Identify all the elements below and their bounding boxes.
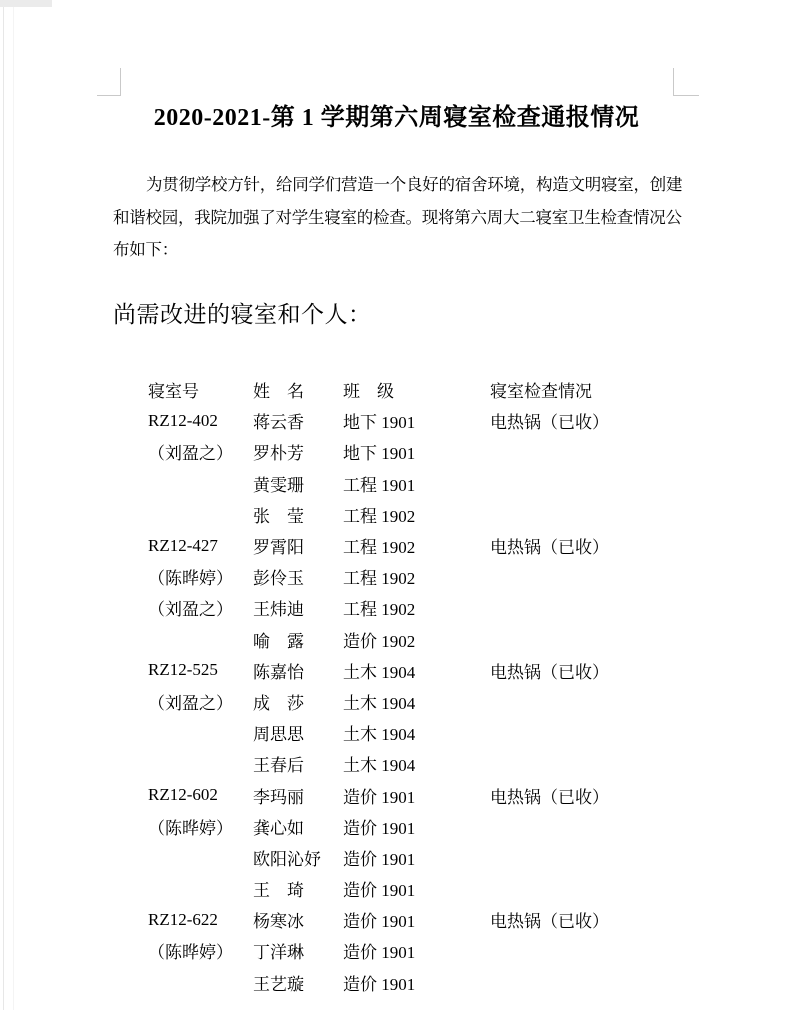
cell-class: 造价 1901 [343, 974, 416, 994]
cell-class: 造价 1901 [343, 912, 416, 932]
table-row [148, 530, 793, 561]
cell-student-name: 王春后 [253, 756, 304, 776]
cell-inspection-status: 电热锅（已收） [490, 787, 609, 807]
cell-student-name: 成 莎 [253, 693, 304, 713]
cell-class: 工程 1902 [343, 538, 416, 558]
cell-room-number: （刘盈之） [148, 444, 233, 464]
table-row [148, 935, 793, 966]
cell-room-number: RZ12-402 [148, 410, 218, 430]
cell-class: 造价 1901 [343, 849, 416, 869]
inspection-table-body [148, 405, 793, 998]
cell-room-number: RZ12-427 [148, 535, 218, 555]
corner-smudge [0, 0, 52, 7]
page-edge-line [3, 0, 4, 1010]
cell-student-name: 罗霄阳 [253, 538, 304, 558]
cell-room-number: （陈晔婷） [148, 569, 233, 589]
cell-room-number: （陈晔婷） [148, 943, 233, 963]
cell-class: 造价 1901 [343, 818, 416, 838]
cell-room-number: RZ12-622 [148, 909, 218, 929]
cell-student-name: 喻 露 [253, 631, 304, 651]
cell-student-name: 龚心如 [253, 818, 304, 838]
cell-student-name: 陈嘉怡 [253, 662, 304, 682]
cell-class: 工程 1902 [343, 600, 416, 620]
table-row [148, 592, 793, 623]
table-row [148, 405, 793, 436]
intro-line-2: 和谐校园，我院加强了对学生寝室的检查。现将第六周大二寝室卫生检查情况公 [113, 207, 682, 227]
cell-student-name: 杨寒冰 [253, 912, 304, 932]
table-row [148, 904, 793, 935]
document-title: 2020-2021-第 1 学期第六周寝室检查通报情况 [153, 105, 640, 131]
cell-class: 造价 1902 [343, 631, 416, 651]
cell-class: 土木 1904 [343, 693, 416, 713]
table-row [148, 842, 793, 873]
intro-line-1: 为贯彻学校方针，给同学们营造一个良好的宿舍环境，构造文明寝室，创建 [146, 175, 683, 194]
table-row [148, 811, 793, 842]
cell-class: 造价 1901 [343, 881, 416, 901]
cell-room-number: （陈晔婷） [148, 818, 233, 838]
cell-class: 造价 1901 [343, 787, 416, 807]
col-header-name: 姓 名 [253, 382, 304, 402]
table-row [148, 655, 793, 686]
cell-student-name: 罗朴芳 [253, 444, 304, 464]
cell-student-name: 张 莹 [253, 506, 304, 526]
cell-student-name: 王炜迪 [253, 600, 304, 620]
section-heading: 尚需改进的寝室和个人： [113, 302, 372, 327]
cell-class: 工程 1901 [343, 475, 416, 495]
cell-student-name: 彭伶玉 [253, 569, 304, 589]
col-header-class: 班 级 [343, 382, 394, 402]
cell-class: 工程 1902 [343, 506, 416, 526]
table-row [148, 624, 793, 655]
intro-line-3: 布如下： [113, 240, 178, 259]
cell-student-name: 蒋云香 [253, 413, 304, 433]
cell-student-name: 李玛丽 [253, 787, 304, 807]
cell-class: 造价 1901 [343, 943, 416, 963]
cell-class: 地下 1901 [343, 413, 416, 433]
col-header-room: 寝室号 [148, 382, 199, 402]
table-row [148, 468, 793, 499]
table-row [148, 779, 793, 810]
cell-inspection-status: 电热锅（已收） [490, 538, 609, 558]
cell-student-name: 丁洋琳 [253, 943, 304, 963]
cell-room-number: RZ12-602 [148, 785, 218, 805]
col-header-status: 寝室检查情况 [490, 382, 592, 402]
table-header-row [148, 374, 793, 405]
cell-student-name: 欧阳沁妤 [253, 849, 321, 869]
table-row [148, 717, 793, 748]
inspection-table [148, 374, 793, 998]
cell-inspection-status: 电热锅（已收） [490, 912, 609, 932]
cell-class: 土木 1904 [343, 725, 416, 745]
cell-inspection-status: 电热锅（已收） [490, 413, 609, 433]
margin-mark-top-right [673, 68, 699, 96]
cell-room-number: （刘盈之） [148, 693, 233, 713]
table-row [148, 561, 793, 592]
cell-room-number: RZ12-525 [148, 660, 218, 680]
cell-student-name: 周思思 [253, 725, 304, 745]
table-row [148, 873, 793, 904]
table-row [148, 436, 793, 467]
cell-class: 工程 1902 [343, 569, 416, 589]
cell-class: 地下 1901 [343, 444, 416, 464]
cell-student-name: 黄雯珊 [253, 475, 304, 495]
intro-paragraph [113, 169, 683, 267]
cell-class: 土木 1904 [343, 756, 416, 776]
table-row [148, 748, 793, 779]
table-row [148, 499, 793, 530]
margin-mark-top-left [97, 68, 121, 96]
cell-class: 土木 1904 [343, 662, 416, 682]
table-row [148, 686, 793, 717]
cell-room-number: （刘盈之） [148, 600, 233, 620]
cell-student-name: 王艺璇 [253, 974, 304, 994]
table-row [148, 967, 793, 998]
cell-student-name: 王 琦 [253, 881, 304, 901]
cell-inspection-status: 电热锅（已收） [490, 662, 609, 682]
page-edge-line-faint [13, 0, 14, 1010]
